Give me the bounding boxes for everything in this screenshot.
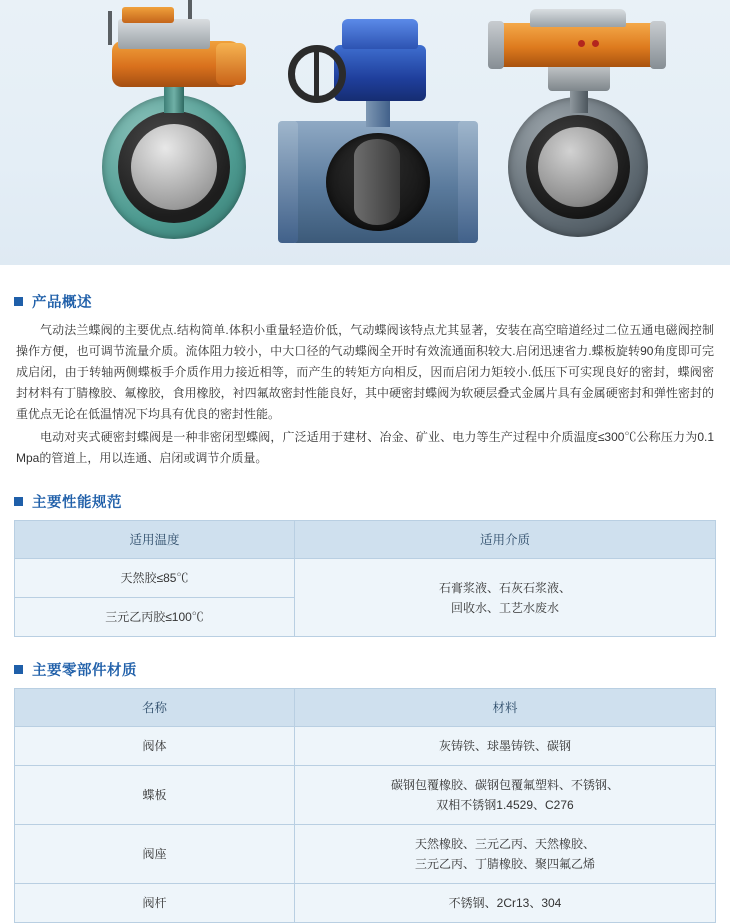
material-line: 双相不锈钢1.4529、C276 — [436, 798, 574, 812]
section-header-material — [14, 659, 716, 680]
electric-butterfly-valve-image — [278, 2, 478, 247]
pneumatic-flange-butterfly-valve-image — [78, 10, 268, 245]
actuator-cap-shape — [216, 43, 246, 85]
section-header-spec — [14, 491, 716, 512]
table-row — [15, 884, 716, 923]
table-header-row — [15, 521, 716, 559]
air-tube-shape — [108, 11, 112, 45]
component-material-table — [14, 688, 716, 923]
valve-disc-shape — [354, 139, 400, 225]
column-header-temperature: 适用温度 — [15, 521, 295, 559]
valve-neck-shape — [366, 97, 390, 127]
overview-paragraph-2: 电动对夹式硬密封蝶阀是一种非密闭型蝶阀，广泛适用于建材、冶金、矿业、电力等生产过程中介质温度≤300℃公称压力为0.1 Mpa的管道上，用以连通、启闭或调节介质量。 — [16, 430, 714, 465]
overview-paragraph-1: 气动法兰蝶阀的主要优点.结构简单.体积小重量轻造价低，气动蝶阀该特点尤其显著，安装在高空暗道经过二位五通电磁阀控制操作方便，也可调节流量介质。流体阻力较小，中大口径的气动蝶阀全开时有效流通面积较大.启闭迅速省力.蝶板旋转90角度即可完成启闭，由于转轴两侧蝶板手介质作用力接近相等，而产生的转矩方向相反，因而启闭力矩较小.低压下可实现良好的密封，蝶阀密封材料有丁腈橡胶、氟橡胶，食用橡胶，衬四氟故密封性能良好，其中硬密封蝶阀为软硬层叠式金属片具有金属硬密封和弹性密封的重优点无论在低温情况下均具有优良的密封性能。 — [16, 323, 714, 421]
solenoid-valve-shape — [122, 7, 174, 23]
section-title-overview: 产品概述 — [32, 295, 92, 311]
indicator-dot-shape — [592, 40, 599, 47]
document-content — [0, 291, 730, 923]
table-row — [15, 766, 716, 825]
cell-medium — [295, 559, 716, 637]
medium-line: 石膏浆液、石灰石浆液、 — [438, 580, 571, 595]
column-header-medium: 适用介质 — [295, 521, 716, 559]
mounting-bracket-shape — [548, 63, 610, 91]
material-line: 碳钢包覆橡胶、碳钢包覆氟塑料、不锈钢、 — [390, 778, 619, 792]
indicator-dot-shape — [578, 40, 585, 47]
medium-line: 回收水、工艺水废水 — [450, 600, 559, 615]
material-line: 不锈钢、2Cr13、304 — [448, 896, 562, 910]
square-bullet-icon — [14, 297, 23, 306]
cell-temperature: 天然胶≤85℃ — [15, 559, 295, 598]
product-image-banner — [0, 0, 730, 265]
cell-component-name: 阀座 — [15, 825, 295, 884]
table-header-row — [15, 689, 716, 727]
handwheel-spoke-shape — [314, 49, 319, 99]
performance-spec-table — [14, 520, 716, 637]
valve-disc-shape — [131, 124, 217, 210]
table-row — [15, 727, 716, 766]
flange-shape — [458, 121, 478, 243]
material-line: 天然橡胶、三元乙丙、天然橡胶、 — [414, 837, 595, 851]
section-title-spec: 主要性能规范 — [32, 495, 122, 511]
material-line: 灰铸铁、球墨铸铁、碳钢 — [438, 739, 571, 753]
cell-component-name: 蝶板 — [15, 766, 295, 825]
pneumatic-wafer-butterfly-valve-image — [482, 3, 672, 243]
electric-actuator-shape — [334, 45, 426, 101]
cylinder-end-cap-shape — [650, 21, 666, 69]
cylinder-end-cap-shape — [488, 21, 504, 69]
section-header-overview — [14, 291, 716, 312]
cell-temperature: 三元乙丙胶≤100℃ — [15, 598, 295, 637]
cell-component-name: 阀体 — [15, 727, 295, 766]
column-header-name: 名称 — [15, 689, 295, 727]
actuator-cap-shape — [342, 19, 418, 49]
material-line: 三元乙丙、丁腈橡胶、聚四氟乙烯 — [414, 857, 595, 871]
column-header-material: 材料 — [295, 689, 716, 727]
cell-component-material — [295, 727, 716, 766]
flange-shape — [278, 121, 298, 243]
valve-disc-shape — [538, 127, 618, 207]
square-bullet-icon — [14, 665, 23, 674]
cell-component-material — [295, 884, 716, 923]
square-bullet-icon — [14, 497, 23, 506]
table-row — [15, 559, 716, 598]
cell-component-material — [295, 825, 716, 884]
actuator-cap-shape — [530, 9, 626, 27]
table-row — [15, 825, 716, 884]
air-tube-shape — [188, 0, 192, 19]
section-title-material: 主要零部件材质 — [32, 663, 137, 679]
cell-component-material — [295, 766, 716, 825]
control-box-shape — [118, 19, 210, 49]
cell-component-name: 阀杆 — [15, 884, 295, 923]
